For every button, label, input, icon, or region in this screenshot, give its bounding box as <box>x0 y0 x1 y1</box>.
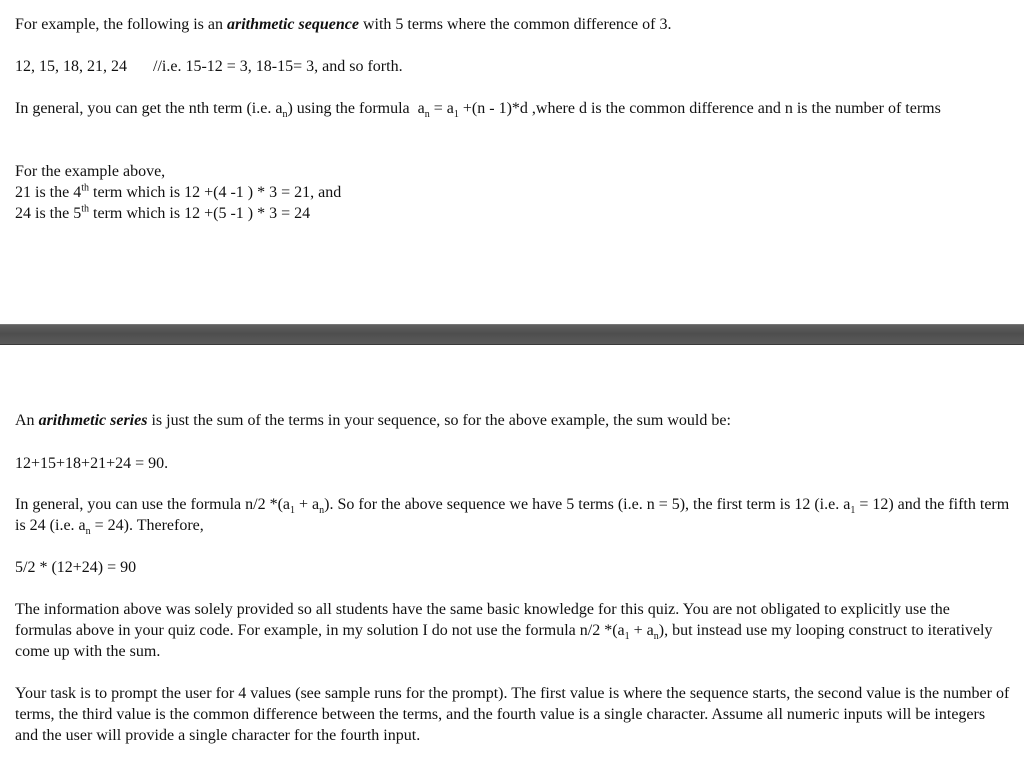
nth-term-text-middle: ) using the formula <box>287 100 410 117</box>
intro-after: with 5 terms where the common difference of 3. <box>358 16 672 33</box>
sum-formula-s4: n <box>85 526 91 538</box>
sum-formula-p4: = 12) and the fifth term is 24 (i.e. a <box>15 496 1010 534</box>
calculation-line <box>15 557 1010 578</box>
formula-sub-n: n <box>424 109 430 121</box>
intro-paragraph <box>15 14 1010 35</box>
section-divider <box>0 324 1024 345</box>
task-paragraph <box>15 683 1010 746</box>
example-line-1-b: term which is 12 +(4 -1 ) * 3 = 21, and <box>89 184 342 201</box>
sum-formula-paragraph <box>15 494 1010 536</box>
example-line-2-a: 24 is the 5 <box>15 205 82 222</box>
sum-formula-s1: 1 <box>290 505 296 517</box>
sequence-line <box>15 56 1010 77</box>
sum-formula-p1: In general, you can use the formula n/2 *(a <box>15 496 291 513</box>
calculation-text: 5/2 * (12+24) = 90 <box>15 559 137 576</box>
example-heading-text: For the example above, <box>15 163 166 180</box>
info-p1: The information above was solely provided so all students have the same basic knowledge for this quiz. You are not obligated to explicitly use the formulas above in your quiz code. For example, in my solution I do not use the formula n/2 *(a <box>15 601 950 639</box>
information-paragraph <box>15 599 1010 662</box>
sum-formula-p2: + a <box>295 496 320 513</box>
series-before: An <box>15 412 39 429</box>
info-p3: ), but instead use my looping construct to iteratively come up with the sum. <box>15 622 993 660</box>
arithmetic-series-term: arithmetic series <box>38 412 148 429</box>
example-heading <box>15 161 1010 182</box>
example-line-2-sup: th <box>81 203 89 215</box>
sum-line-text: 12+15+18+21+24 = 90. <box>15 455 169 472</box>
example-line-2-b: term which is 12 +(5 -1 ) * 3 = 24 <box>89 205 311 222</box>
nth-term-sub-n: n <box>282 109 288 121</box>
sequence-values: 12, 15, 18, 21, 24 <box>15 58 127 75</box>
nth-term-paragraph <box>15 98 1010 119</box>
nth-term-text-before: In general, you can get the nth term (i.e. a <box>15 100 283 117</box>
sum-formula-s3: 1 <box>850 505 856 517</box>
sum-line <box>15 453 1010 474</box>
formula-eq: = a <box>429 100 454 117</box>
sum-formula-s2: n <box>319 505 325 517</box>
formula-a: a <box>417 100 425 117</box>
task-text: Your task is to prompt the user for 4 values (see sample runs for the prompt). The first value is where the sequence starts, the second value is the number of terms, the third value is the common difference between the terms, and the fourth value is a single character. Assume all numeric inputs will be integers and the user will provide a single character for the fourth input. <box>15 685 1010 744</box>
intro-before: For example, the following is an <box>15 16 227 33</box>
series-after: is just the sum of the terms in your sequence, so for the above example, the sum would be: <box>147 412 731 429</box>
arithmetic-sequence-term: arithmetic sequence <box>226 16 359 33</box>
formula-rest: +(n - 1)*d ,where d is the common difference and n is the number of terms <box>458 100 941 117</box>
series-paragraph <box>15 410 1010 431</box>
example-line-1 <box>15 182 1010 203</box>
info-s2: n <box>653 631 659 643</box>
sequence-comment: //i.e. 15-12 = 3, 18-15= 3, and so forth. <box>153 58 403 75</box>
sum-formula-p5: = 24). Therefore, <box>90 517 204 534</box>
formula-sub-1: 1 <box>453 109 459 121</box>
example-line-1-a: 21 is the 4 <box>15 184 82 201</box>
info-s1: 1 <box>624 631 630 643</box>
info-p2: + a <box>629 622 654 639</box>
example-line-1-sup: th <box>81 182 89 194</box>
example-line-2 <box>15 203 1010 224</box>
sum-formula-p3: ). So for the above sequence we have 5 terms (i.e. n = 5), the first term is 12 (i.e. a <box>324 496 851 513</box>
